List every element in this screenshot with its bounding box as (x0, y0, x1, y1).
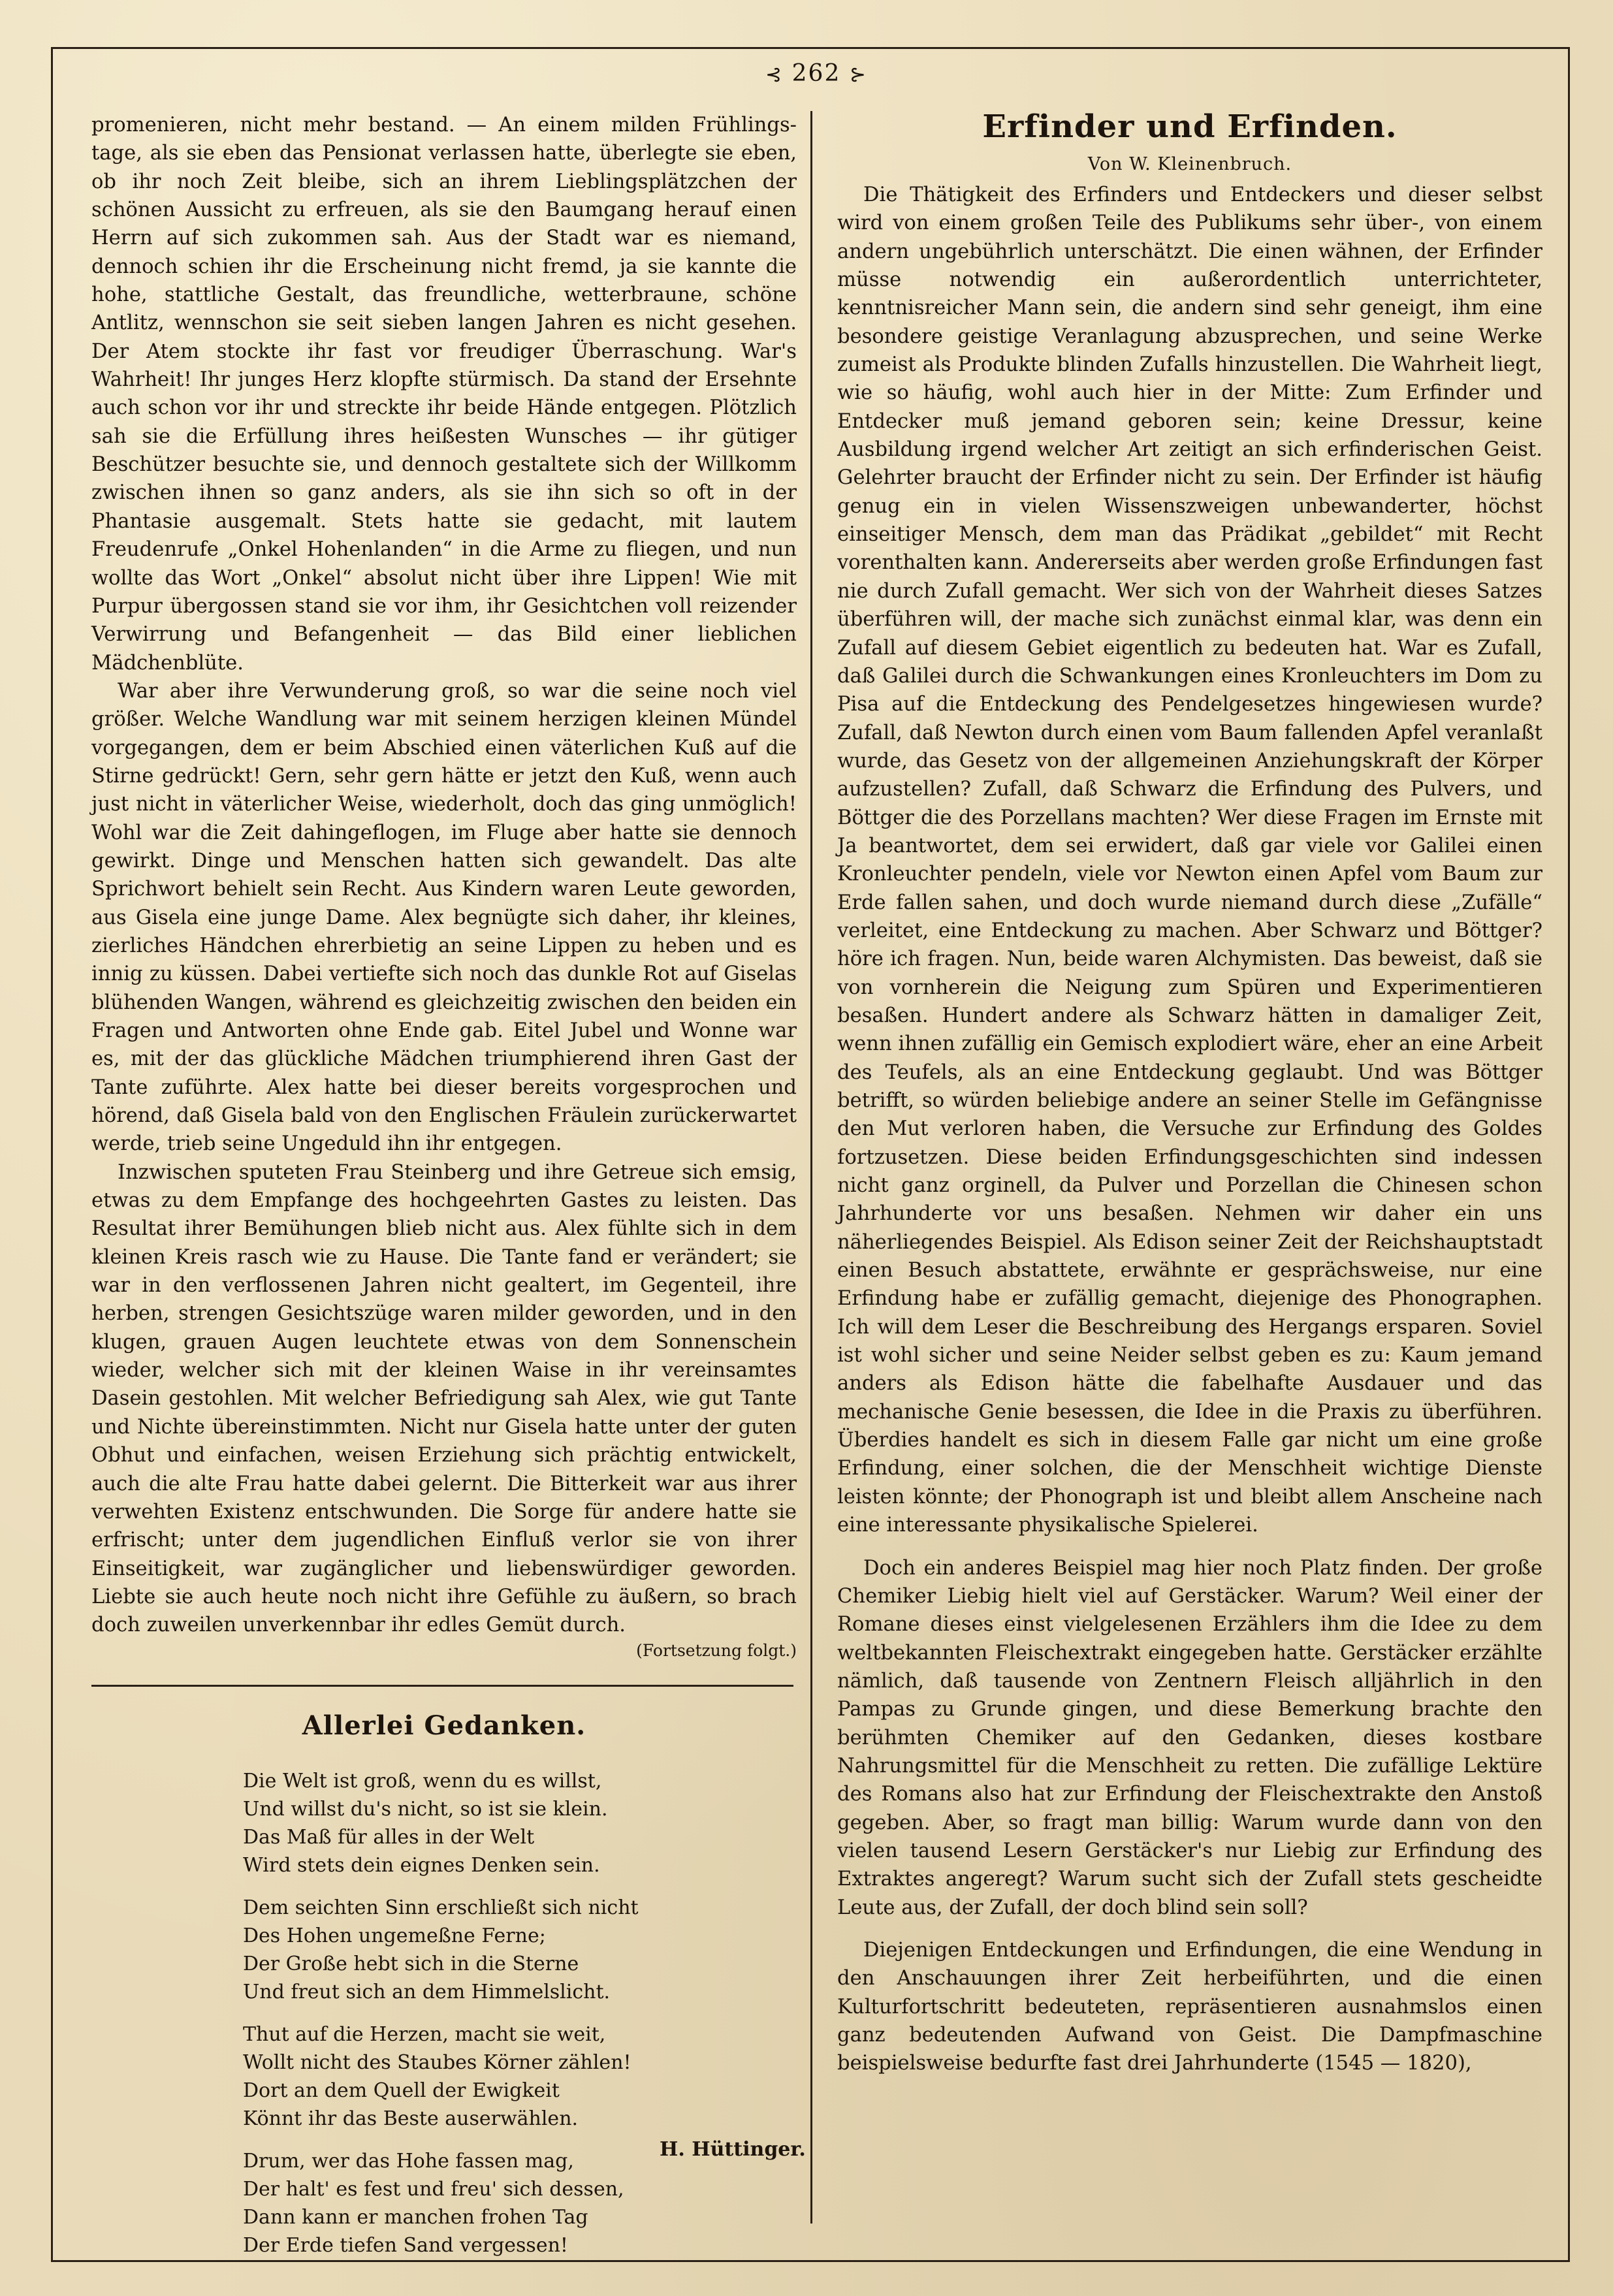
poem-line: Und willst du's nicht, so ist sie klein. (243, 1797, 608, 1821)
poem-line: Dann kann er manchen frohen Tag (243, 2205, 588, 2229)
poem-line: Drum, wer das Hohe fassen mag, (243, 2149, 574, 2173)
right-paragraph-3: Diejenigen Entdeckungen und Erfindungen, die eine Wendung in den Anschauungen ihrer Zeit herbeiführten, und die einen Kulturfortschritt bedeuteten, repräsentieren ausnahmslos einen ganz bedeutenden Aufwand von Geist. Die Dampfmaschine beispielsweise bedurfte fast drei Jahrhunderte (1545 — 1820), (837, 1938, 1542, 2075)
poem-author: H. Hüttinger. (660, 2138, 806, 2161)
poem-line: Wird stets dein eignes Denken sein. (243, 1853, 600, 1877)
poem-line: Könnt ihr das Beste auserwählen. (243, 2107, 579, 2130)
poem-line: Der halt' es fest und freu' sich dessen, (243, 2177, 624, 2201)
left-paragraph-1: promenieren, nicht mehr bestand. — An einem milden Frühlings-tage, als sie eben das Pensionat verlassen hatte, überlegte sie eben, ob ihr noch Zeit bleibe, sich an ihrem Lieblingsplätzchen der schönen Aussicht zu erfreuen, als sie den Baumgang herauf einen Herrn auf sich zukommen sah. Aus der Stadt war es niemand, dennoch schien ihr die Erscheinung nicht fremd, ja sie kannte die hohe, stattliche Gestalt, das freundliche, wetterbraune, schöne Antlitz, wennschon sie seit sieben langen Jahren es nicht gesehen. Der Atem stockte ihr fast vor freudiger Überraschung. War's Wahrheit! Ihr junges Herz klopfte stürmisch. Da stand der Ersehnte auch schon vor ihr und streckte ihr beide Hände entgegen. Plötzlich sah sie die Erfüllung ihres heißesten Wunsches — ihr gütiger Beschützer besuchte sie, und dennoch gestaltete sich der Willkomm zwischen ihnen so ganz anders, als sie ihn sich so oft in der Phantasie ausgemalt. Stets hatte sie gedacht, mit lautem Freudenrufe „Onkel Hohenlanden“ in die Arme zu fliegen, und nun wollte das Wort „Onkel“ absolut nicht über ihre Lippen! Wie mit Purpur übergossen stand sie vor ihm, ihr Gesichtchen voll reizender Verwirrung und Befangenheit — das Bild einer lieblichen Mädchenblüte. (91, 114, 797, 675)
poem-line: Der Erde tiefen Sand vergessen! (243, 2233, 568, 2257)
poem-stanza-2 (243, 1894, 797, 2006)
right-paragraph-2: Doch ein anderes Beispiel mag hier noch Platz finden. Der große Chemiker Liebig hielt viel auf Gerstäcker. Warum? Weil einer der Romane dieses einst vielgelesenen Erzählers ihm die Idee zu dem weltbekannten Fleischextrakt eingegeben hatte. Gerstäcker erzählte nämlich, daß tausende von Zentnern Fleisch alljährlich in den Pampas zu Grunde gingen, und diese Bemerkung brachte den berühmten Chemiker auf den Gedanken, dieses kostbare Nahrungsmittel für die Menschheit zu retten. Die zufällige Lektüre des Romans also hat zur Erfindung der Fleischextrakte den Anstoß gegeben. Aber, so fragt man billig: Warum wurde dann von den vielen tausend Lesern Gerstäcker's nur Liebig zur Erfindung des Extraktes angeregt? Warum sucht sich der Zufall stets gescheidte Leute aus, der Zufall, der doch blind sein soll? (837, 1556, 1542, 1919)
poem-line: Und freut sich an dem Himmelslicht. (243, 1980, 611, 2003)
poem-line: Des Hohen ungemeßne Ferne; (243, 1924, 546, 1947)
poem-line: Der Große hebt sich in die Sterne (243, 1952, 579, 1975)
poem-line: Dem seichten Sinn erschließt sich nicht (243, 1896, 639, 1919)
poem-divider (91, 1685, 793, 1687)
ornament-left-icon: ⊰ (765, 63, 784, 86)
ornament-right-icon: ⊱ (849, 63, 867, 86)
article-title: Erfinder und Erfinden. (982, 108, 1397, 145)
continuation-note: (Fortsetzung folgt.) (636, 1640, 797, 1660)
left-paragraph-3: Inzwischen sputeten Frau Steinberg und ihre Getreue sich emsig, etwas zu dem Empfange des hochgeehrten Gastes zu leisten. Das Resultat ihrer Bemühungen blieb nicht aus. Alex fühlte sich in dem kleinen Kreis rasch wie zu Hause. Die Tante fand er verändert; sie war in den verflossenen Jahren nicht gealtert, im Gegenteil, ihre herben, strengen Gesichtszüge waren milder geworden, und in den klugen, grauen Augen leuchtete etwas von dem Sonnenschein wieder, welcher sich mit der kleinen Waise in ihr vereinsamtes Dasein gestohlen. Mit welcher Befriedigung sah Alex, wie gut Tante und Nichte übereinstimmten. Nicht nur Gisela hatte unter der guten Obhut und einfachen, weisen Erziehung sich prächtig entwickelt, auch die alte Frau hatte dabei gelernt. Die Bitterkeit war aus ihrer verwehten Existenz entschwunden. Die Sorge für andere hatte sie erfrischt; unter dem jugendlichen Einfluß verlor sie von ihrer Einseitigkeit, war zugänglicher und liebenswürdiger geworden. Liebte sie auch heute noch nicht ihre Gefühle zu äußern, so brach doch zuweilen unverkennbar ihr edles Gemüt durch. (91, 1160, 797, 1637)
article-byline: Von W. Kleinenbruch. (1087, 154, 1292, 174)
poem-stanza-4 (243, 2147, 797, 2259)
page-number (731, 60, 901, 87)
column-divider (810, 111, 812, 2224)
poem-line: Dort an dem Quell der Ewigkeit (243, 2079, 560, 2102)
right-column (837, 108, 1542, 2233)
poem-line: Das Maß für alles in der Welt (243, 1825, 535, 1849)
page-number-value: 262 (791, 60, 841, 87)
right-paragraph-1: Die Thätigkeit des Erfinders und Entdeckers und dieser selbst wird von einem großen Teile des Publikums sehr über-, von einem andern ungebührlich unterschätzt. Die einen wähnen, der Erfinder müsse notwendig ein außerordentlich unterrichteter, kenntnisreicher Mann sein, die andern sind sehr geneigt, ihm eine besondere geistige Veranlagung abzusprechen, und seine Werke zumeist als Produkte blinden Zufalls hinzustellen. Die Wahrheit liegt, wie so häufig, wohl auch hier in der Mitte: Zum Erfinder und Entdecker muß jemand geboren sein; keine Dressur, keine Ausbildung irgend welcher Art zeitigt an sich erfinderischen Geist. Gelehrter braucht der Erfinder nicht zu sein. Der Erfinder ist häufig genug ein in vielen Wissenszweigen unbewanderter, höchst einseitiger Mensch, dem man das Prädikat „gebildet“ mit Recht vorenthalten kann. Andererseits aber werden große Erfindungen fast nie durch Zufall gemacht. Wer sich von der Wahrheit dieses Satzes überführen will, der mache sich zunächst einmal klar, was denn ein Zufall auf diesem Gebiet eigentlich zu bedeuten hat. War es Zufall, daß Galilei durch die Schwankungen eines Kronleuchters im Dom zu Pisa auf die Entdeckung des Pendelgesetzes hingewiesen wurde? Zufall, daß Newton durch einen vom Baum fallenden Apfel veranlaßt wurde, das Gesetz von der allgemeinen Anziehungskraft der Körper aufzustellen? Zufall, daß Schwarz die Erfindung des Pulvers, und Böttger die des Porzellans machten? Wer diese Fragen im Ernste mit Ja beantwortet, dem sei erwidert, daß gar viele vor Galilei einen Kronleuchter pendeln, viele vor Newton einen Apfel vom Baum zur Erde fallen sahen, und doch wurde niemand durch diese „Zufälle“ verleitet, eine Entdeckung zu machen. Aber Schwarz und Böttger? höre ich fragen. Nun, beide waren Alchymisten. Das beweist, daß sie von vornherein die Neigung zum Spüren und Experimentieren besaßen. Hundert andere als Schwarz hätten in damaliger Zeit, wenn ihnen zufällig ein Gemisch explodiert wäre, eher an eine Arbeit des Teufels, als an eine Entdeckung geglaubt. Und was Böttger betrifft, so würden beliebige andere an seiner Stelle im Gefängnisse den Mut verloren haben, die Versuche zur Erfindung des Goldes fortzusetzen. Diese beiden Erfindungsgeschichten sind indessen nicht ganz orginell, da Pulver und Porzellan die Chinesen schon Jahrhunderte vor uns besaßen. Nehmen wir daher ein uns näherliegendes Beispiel. Als Edison seiner Zeit der Reichshauptstadt einen Besuch abstattete, erwähnte er gesprächsweise, nur eine Erfindung habe er zufällig gemacht, diejenige des Phonographen. Ich will dem Leser die Beschreibung des Hergangs ersparen. Soviel ist wohl sicher und seine Neider selbst geben es zu: Kaum jemand anders als Edison hätte die fabelhafte Ausdauer und das mechanische Genie besessen, die Idee in die Praxis zu überführen. Überdies handelt es sich in diesem Falle gar nicht um eine große Erfindung, einer solchen, die der Menschheit wichtige Dienste leisten könnte; der Phonograph ist und bleibt allem Anscheine nach eine interessante physikalische Spielerei. (837, 183, 1542, 1537)
left-column (91, 111, 797, 2257)
poem-line: Thut auf die Herzen, macht sie weit, (243, 2022, 606, 2046)
poem-stanza-1 (243, 1767, 797, 1879)
poem-stanza-3 (243, 2020, 797, 2133)
poem-line: Die Welt ist groß, wenn du es willst, (243, 1769, 602, 1793)
left-paragraph-2: War aber ihre Verwunderung groß, so war die seine noch viel größer. Welche Wandlung war mit seinem herzigen kleinen Mündel vorgegangen, dem er beim Abschied einen väterlichen Kuß auf die Stirne gedrückt! Gern, sehr gern hätte er jetzt den Kuß, wenn auch just nicht in väterlicher Weise, wiederholt, doch das ging unmöglich! Wohl war die Zeit dahingeflogen, im Fluge aber hatte sie dennoch gewirkt. Dinge und Menschen hatten sich gewandelt. Das alte Sprichwort behielt sein Recht. Aus Kindern waren Leute geworden, aus Gisela eine junge Dame. Alex begnügte sich daher, ihr kleines, zierliches Händchen ehrerbietig an seine Lippen zu heben und es innig zu küssen. Dabei vertiefte sich noch das dunkle Rot auf Giselas blühenden Wangen, während es gleichzeitig zwischen den beiden ein Fragen und Antworten ohne Ende gab. Eitel Jubel und Wonne war es, mit der das glückliche Mädchen triumphierend ihren Gast der Tante zuführte. Alex hatte bei dieser bereits vorgesprochen und hörend, daß Gisela bald von den Englischen Fräulein zurückerwartet werde, trieb seine Ungeduld ihn ihr entgegen. (91, 679, 797, 1156)
poem-title: Allerlei Gedanken. (302, 1710, 586, 1741)
poem-line: Wollt nicht des Staubes Körner zählen! (243, 2050, 631, 2074)
